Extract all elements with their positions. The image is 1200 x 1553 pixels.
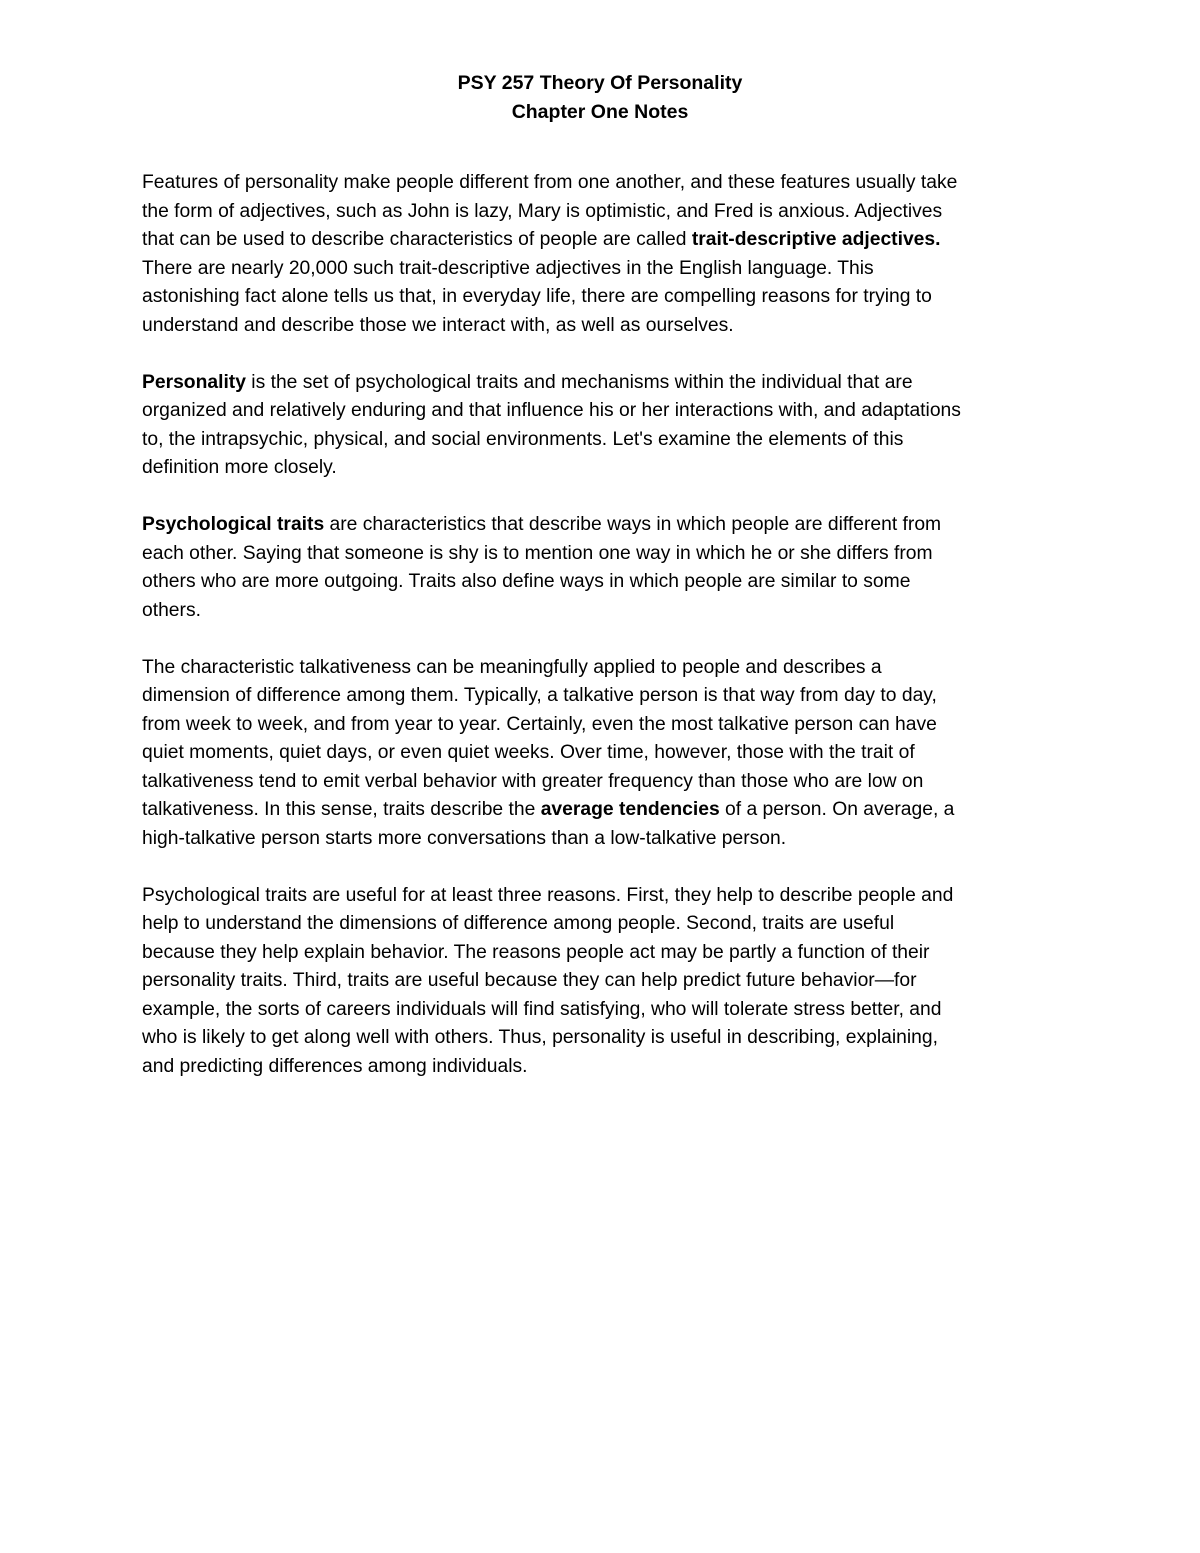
bold-term: trait-descriptive adjectives. xyxy=(691,229,941,250)
text-line xyxy=(142,768,1077,797)
text-run: astonishing fact alone tells us that, in everyday life, there are compelling reasons for trying to xyxy=(142,286,932,307)
text-run: quiet moments, quiet days, or even quiet weeks. Over time, however, those with the trait of xyxy=(142,742,915,763)
text-line xyxy=(142,226,1077,255)
text-line xyxy=(142,654,1077,683)
document-body xyxy=(142,169,1077,1110)
text-line xyxy=(142,169,1077,198)
text-line xyxy=(142,796,1077,825)
bold-term: Personality xyxy=(142,371,246,393)
text-line xyxy=(142,568,1077,597)
text-line xyxy=(142,739,1077,768)
text-run: Psychological traits are useful for at least three reasons. First, they help to describe people and xyxy=(142,884,954,906)
bold-term: average tendencies xyxy=(540,799,720,820)
text-run: and predicting differences among individuals. xyxy=(142,1055,528,1077)
text-run: definition more closely. xyxy=(142,457,337,478)
text-line xyxy=(142,939,1077,968)
text-run: The characteristic talkativeness can be meaningfully applied to people and describes a xyxy=(142,656,882,678)
text-line xyxy=(142,540,1077,569)
text-line xyxy=(142,711,1077,740)
bold-term: Psychological traits xyxy=(142,514,325,535)
text-line xyxy=(142,511,1077,540)
paragraph-talkativeness xyxy=(142,654,1077,854)
document-subtitle: Chapter One Notes xyxy=(511,101,689,123)
text-run: because they help explain behavior. The reasons people act may be partly a function of their xyxy=(142,941,930,963)
document-header xyxy=(0,69,1200,127)
text-run: understand and describe those we interact with, as well as ourselves. xyxy=(142,314,734,336)
text-line xyxy=(142,682,1077,711)
text-line xyxy=(142,312,1077,341)
text-run: Features of personality make people different from one another, and these features usually take xyxy=(142,172,958,193)
text-run: from week to week, and from year to year. Certainly, even the most talkative person can have xyxy=(142,713,937,735)
text-run: There are nearly 20,000 such trait-descriptive adjectives in the English language. This xyxy=(142,257,874,279)
text-line xyxy=(142,1024,1077,1053)
text-run: talkativeness tend to emit verbal behavior with greater frequency than those who are low on xyxy=(142,770,924,792)
text-line xyxy=(142,996,1077,1025)
paragraph-psychological-traits xyxy=(142,511,1077,625)
text-run: personality traits. Third, traits are useful because they can help predict future behavior—for xyxy=(142,970,917,991)
text-run: is the set of psychological traits and mechanisms within the individual that are xyxy=(245,371,913,393)
text-run: organized and relatively enduring and that influence his or her interactions with, and adaptations xyxy=(142,400,961,421)
text-line xyxy=(142,597,1077,626)
text-run: others who are more outgoing. Traits also define ways in which people are similar to some xyxy=(142,571,911,592)
text-run: of a person. On average, a xyxy=(719,799,955,820)
document-title: PSY 257 Theory Of Personality xyxy=(457,72,743,94)
text-line xyxy=(142,454,1077,483)
text-run: are characteristics that describe ways in which people are different from xyxy=(324,514,942,535)
text-run: talkativeness. In this sense, traits describe the xyxy=(142,799,541,820)
text-run: that can be used to describe characteristics of people are called xyxy=(142,229,692,250)
text-line xyxy=(142,967,1077,996)
text-run: example, the sorts of careers individuals will find satisfying, who will tolerate stress better, and xyxy=(142,998,942,1020)
text-run: to, the intrapsychic, physical, and social environments. Let's examine the elements of this xyxy=(142,428,904,450)
paragraph-usefulness-of-traits xyxy=(142,882,1077,1082)
paragraph-personality-definition xyxy=(142,369,1077,483)
text-run: dimension of difference among them. Typically, a talkative person is that way from day to day, xyxy=(142,685,937,706)
text-line xyxy=(142,910,1077,939)
text-run: the form of adjectives, such as John is lazy, Mary is optimistic, and Fred is anxious. Adjectives xyxy=(142,200,943,222)
text-run: each other. Saying that someone is shy is to mention one way in which he or she differs from xyxy=(142,542,933,564)
paragraph-trait-descriptive-adjectives xyxy=(142,169,1077,340)
text-line xyxy=(142,255,1077,284)
text-line xyxy=(142,1053,1077,1082)
text-run: others. xyxy=(142,599,201,621)
text-line xyxy=(142,426,1077,455)
text-line xyxy=(142,882,1077,911)
text-line xyxy=(142,825,1077,854)
text-line xyxy=(142,397,1077,426)
text-run: high-talkative person starts more conversations than a low-talkative person. xyxy=(142,827,787,849)
text-run: who is likely to get along well with others. Thus, personality is useful in describing, explaining, xyxy=(142,1027,938,1048)
text-line xyxy=(142,198,1077,227)
text-line xyxy=(142,283,1077,312)
text-run: help to understand the dimensions of difference among people. Second, traits are useful xyxy=(142,913,895,934)
text-line xyxy=(142,369,1077,398)
